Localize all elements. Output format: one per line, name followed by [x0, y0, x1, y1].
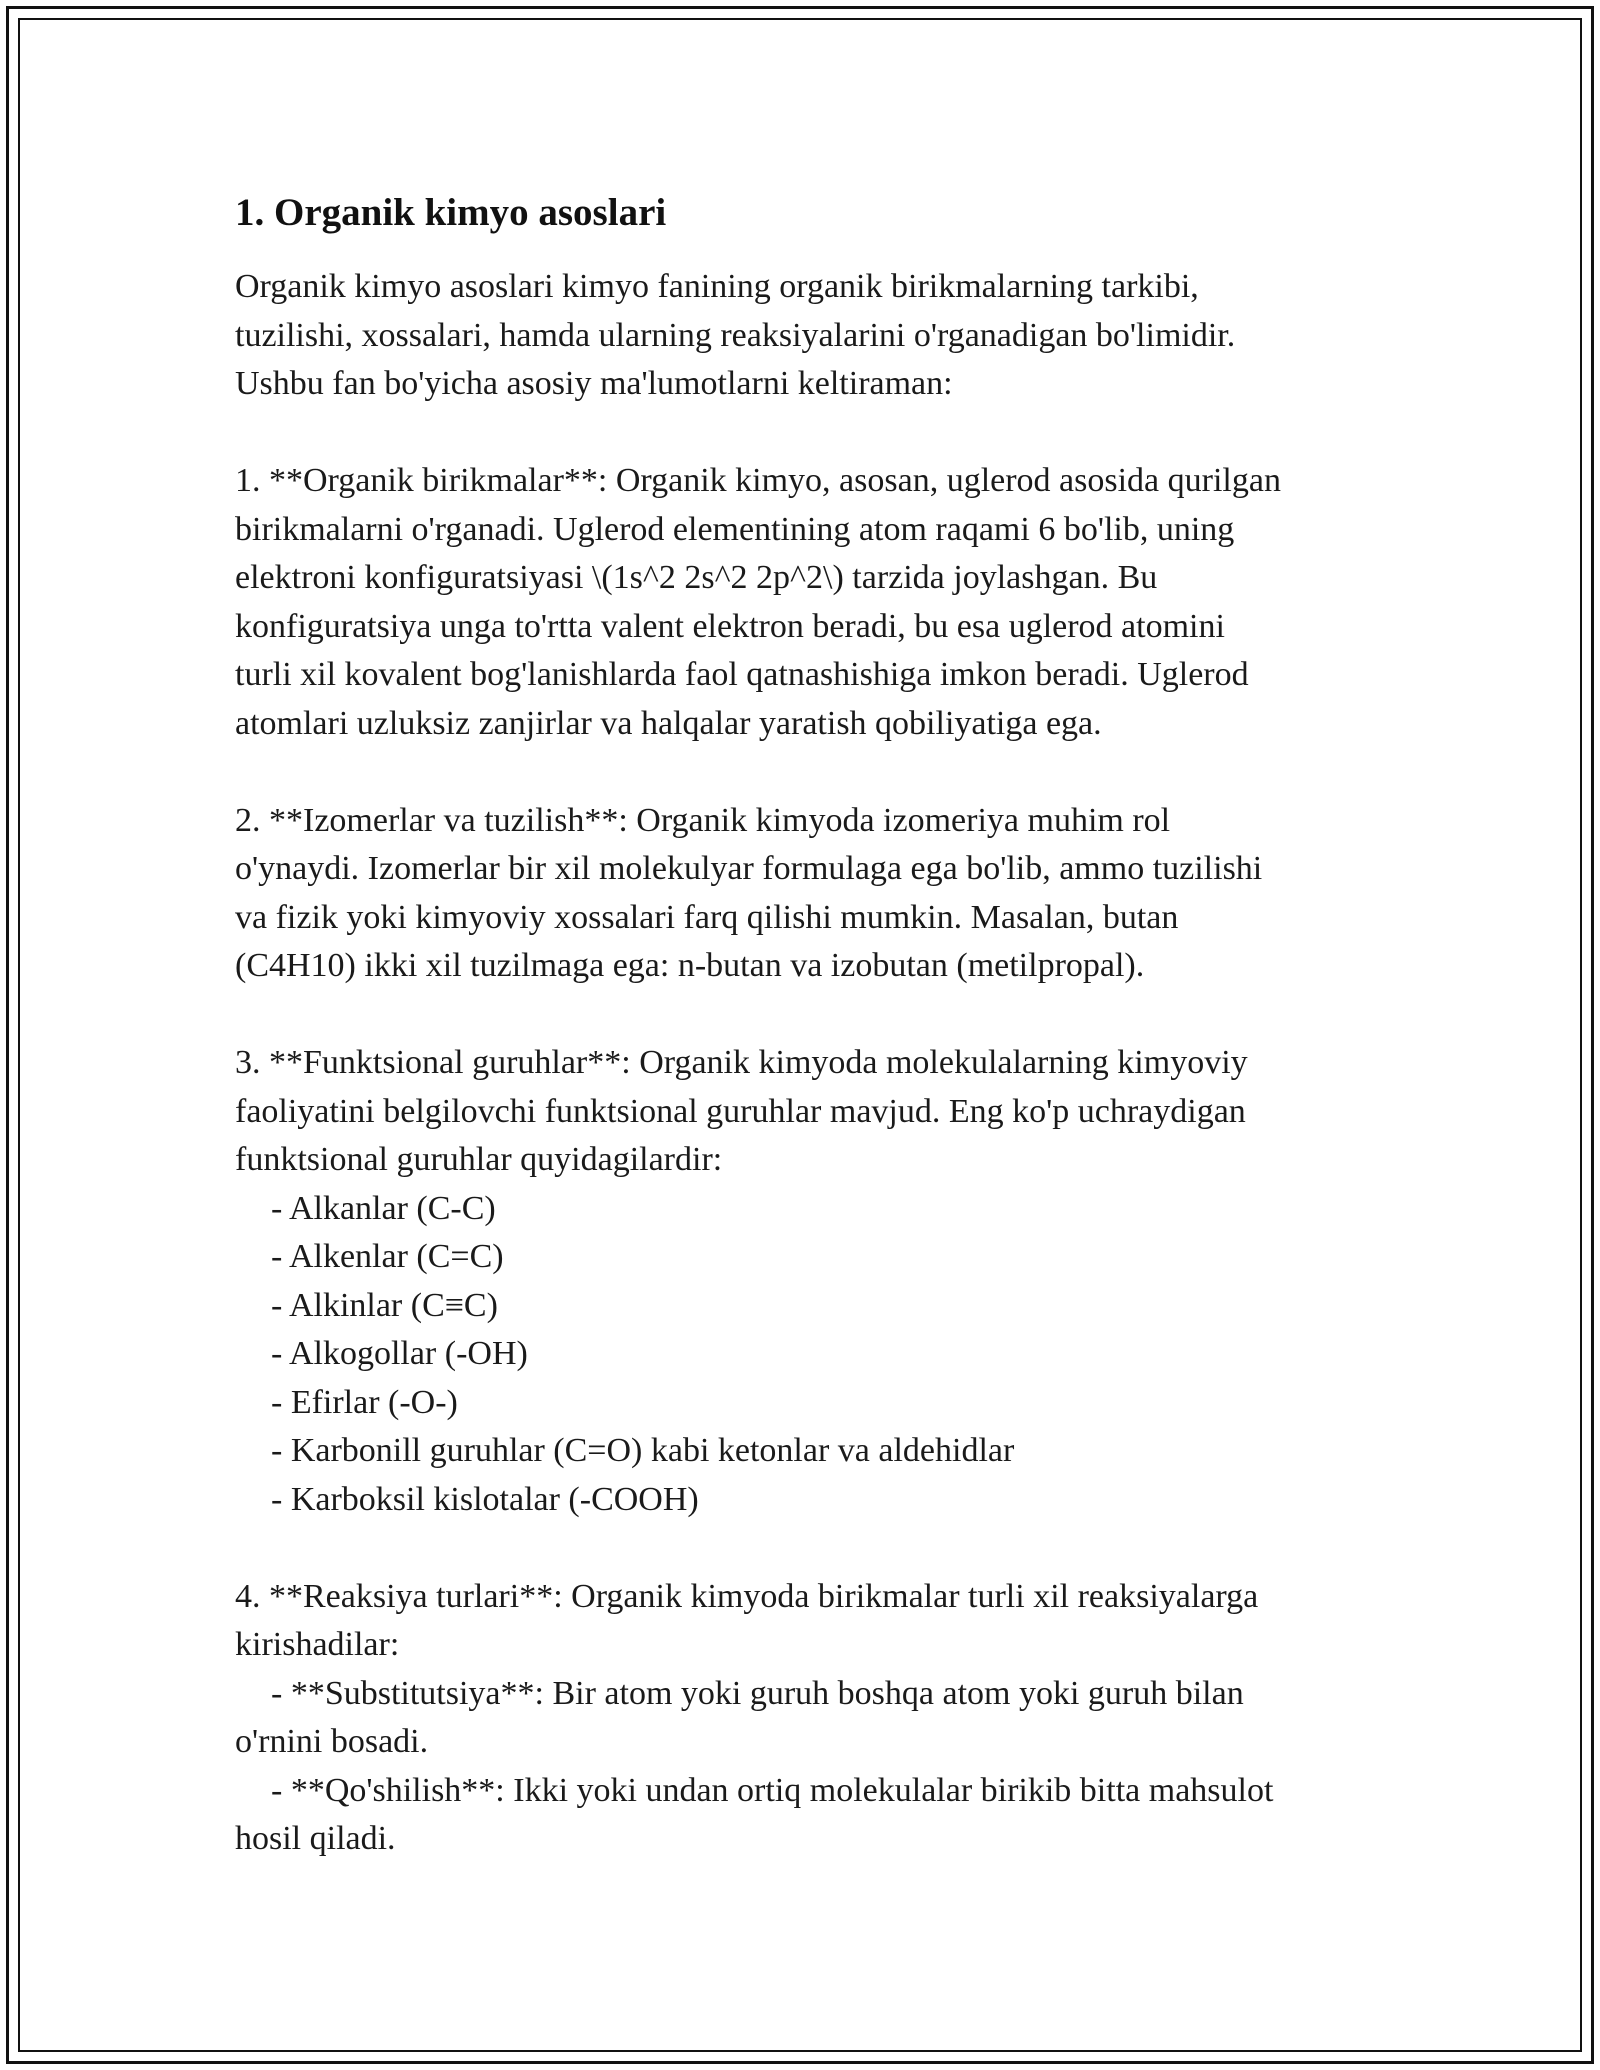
text-line: o'ynaydi. Izomerlar bir xil molekulyar formulaga ega bo'lib, ammo tuzilishi [235, 850, 1263, 887]
intro-paragraph [235, 263, 1415, 409]
section-heading: 1. Organik kimyo asoslari [235, 191, 667, 234]
text-line: 1. **Organik birikmalar**: Organik kimyo, asosan, uglerod asosida qurilgan [235, 462, 1281, 499]
text-line: va fizik yoki kimyoviy xossalari farq qilishi mumkin. Masalan, butan [235, 898, 1179, 936]
list-item: - **Qo'shilish**: Ikki yoki undan ortiq molekulalar birikib bitta mahsulot [271, 1771, 1274, 1809]
text-line: o'rnini bosadi. [235, 1723, 429, 1760]
text-line: atomlari uzluksiz zanjirlar va halqalar yaratish qobiliyatiga ega. [235, 704, 1102, 742]
paragraph-organic-compounds [235, 457, 1415, 748]
text-line: (C4H10) ikki xil tuzilmaga ega: n-butan va izobutan (metilpropal). [235, 947, 1145, 984]
text-line: faoliyatini belgilovchi funktsional guruhlar mavjud. Eng ko'p uchraydigan [235, 1092, 1246, 1130]
text-line: funktsional guruhlar quyidagilardir: [235, 1141, 723, 1178]
text-line: 2. **Izomerlar va tuzilish**: Organik kimyoda izomeriya muhim rol [235, 801, 1171, 839]
text-line: birikmalarni o'rganadi. Uglerod elementining atom raqami 6 bo'lib, uning [235, 510, 1235, 548]
text-line: 3. **Funktsional guruhlar**: Organik kimyoda molekulalarning kimyoviy [235, 1044, 1248, 1081]
paragraph-functional-groups [235, 1039, 1415, 1524]
list-item: - Karboksil kislotalar (-COOH) [271, 1480, 699, 1518]
paragraph-gap [235, 409, 1415, 458]
list-item: - **Substitutsiya**: Bir atom yoki guruh boshqa atom yoki guruh bilan [271, 1674, 1244, 1712]
text-line: Ushbu fan bo'yicha asosiy ma'lumotlarni keltiraman: [235, 365, 953, 402]
text-line: hosil qiladi. [235, 1820, 396, 1857]
paragraph-isomers [235, 797, 1415, 991]
list-item: - Alkenlar (C=C) [271, 1238, 504, 1275]
list-item: - Karbonill guruhlar (C=O) kabi ketonlar va aldehidlar [271, 1432, 1015, 1469]
list-item: - Alkogollar (-OH) [271, 1335, 528, 1372]
list-item: - Alkanlar (C-C) [271, 1189, 496, 1227]
document-body [235, 185, 1415, 1864]
text-line: Organik kimyo asoslari kimyo fanining organik birikmalarning tarkibi, [235, 268, 1199, 305]
list-item: - Efirlar (-O-) [271, 1383, 458, 1421]
paragraph-gap [235, 1524, 1415, 1573]
paragraph-gap [235, 991, 1415, 1040]
text-line: turli xil kovalent bog'lanishlarda faol qatnashishiga imkon beradi. Uglerod [235, 656, 1249, 693]
text-line: tuzilishi, xossalari, hamda ularning reaksiyalarini o'rganadigan bo'limidir. [235, 316, 1236, 354]
text-line: elektroni konfiguratsiyasi \(1s^2 2s^2 2p^2\) tarzida joylashgan. Bu [235, 559, 1158, 596]
text-line: kirishadilar: [235, 1626, 400, 1663]
text-line: 4. **Reaksiya turlari**: Organik kimyoda birikmalar turli xil reaksiyalarga [235, 1577, 1259, 1615]
list-item: - Alkinlar (C≡C) [271, 1286, 498, 1324]
paragraph-reaction-types [235, 1573, 1415, 1864]
text-line: konfiguratsiya unga to'rtta valent elektron beradi, bu esa uglerod atomini [235, 607, 1225, 645]
paragraph-gap [235, 748, 1415, 797]
